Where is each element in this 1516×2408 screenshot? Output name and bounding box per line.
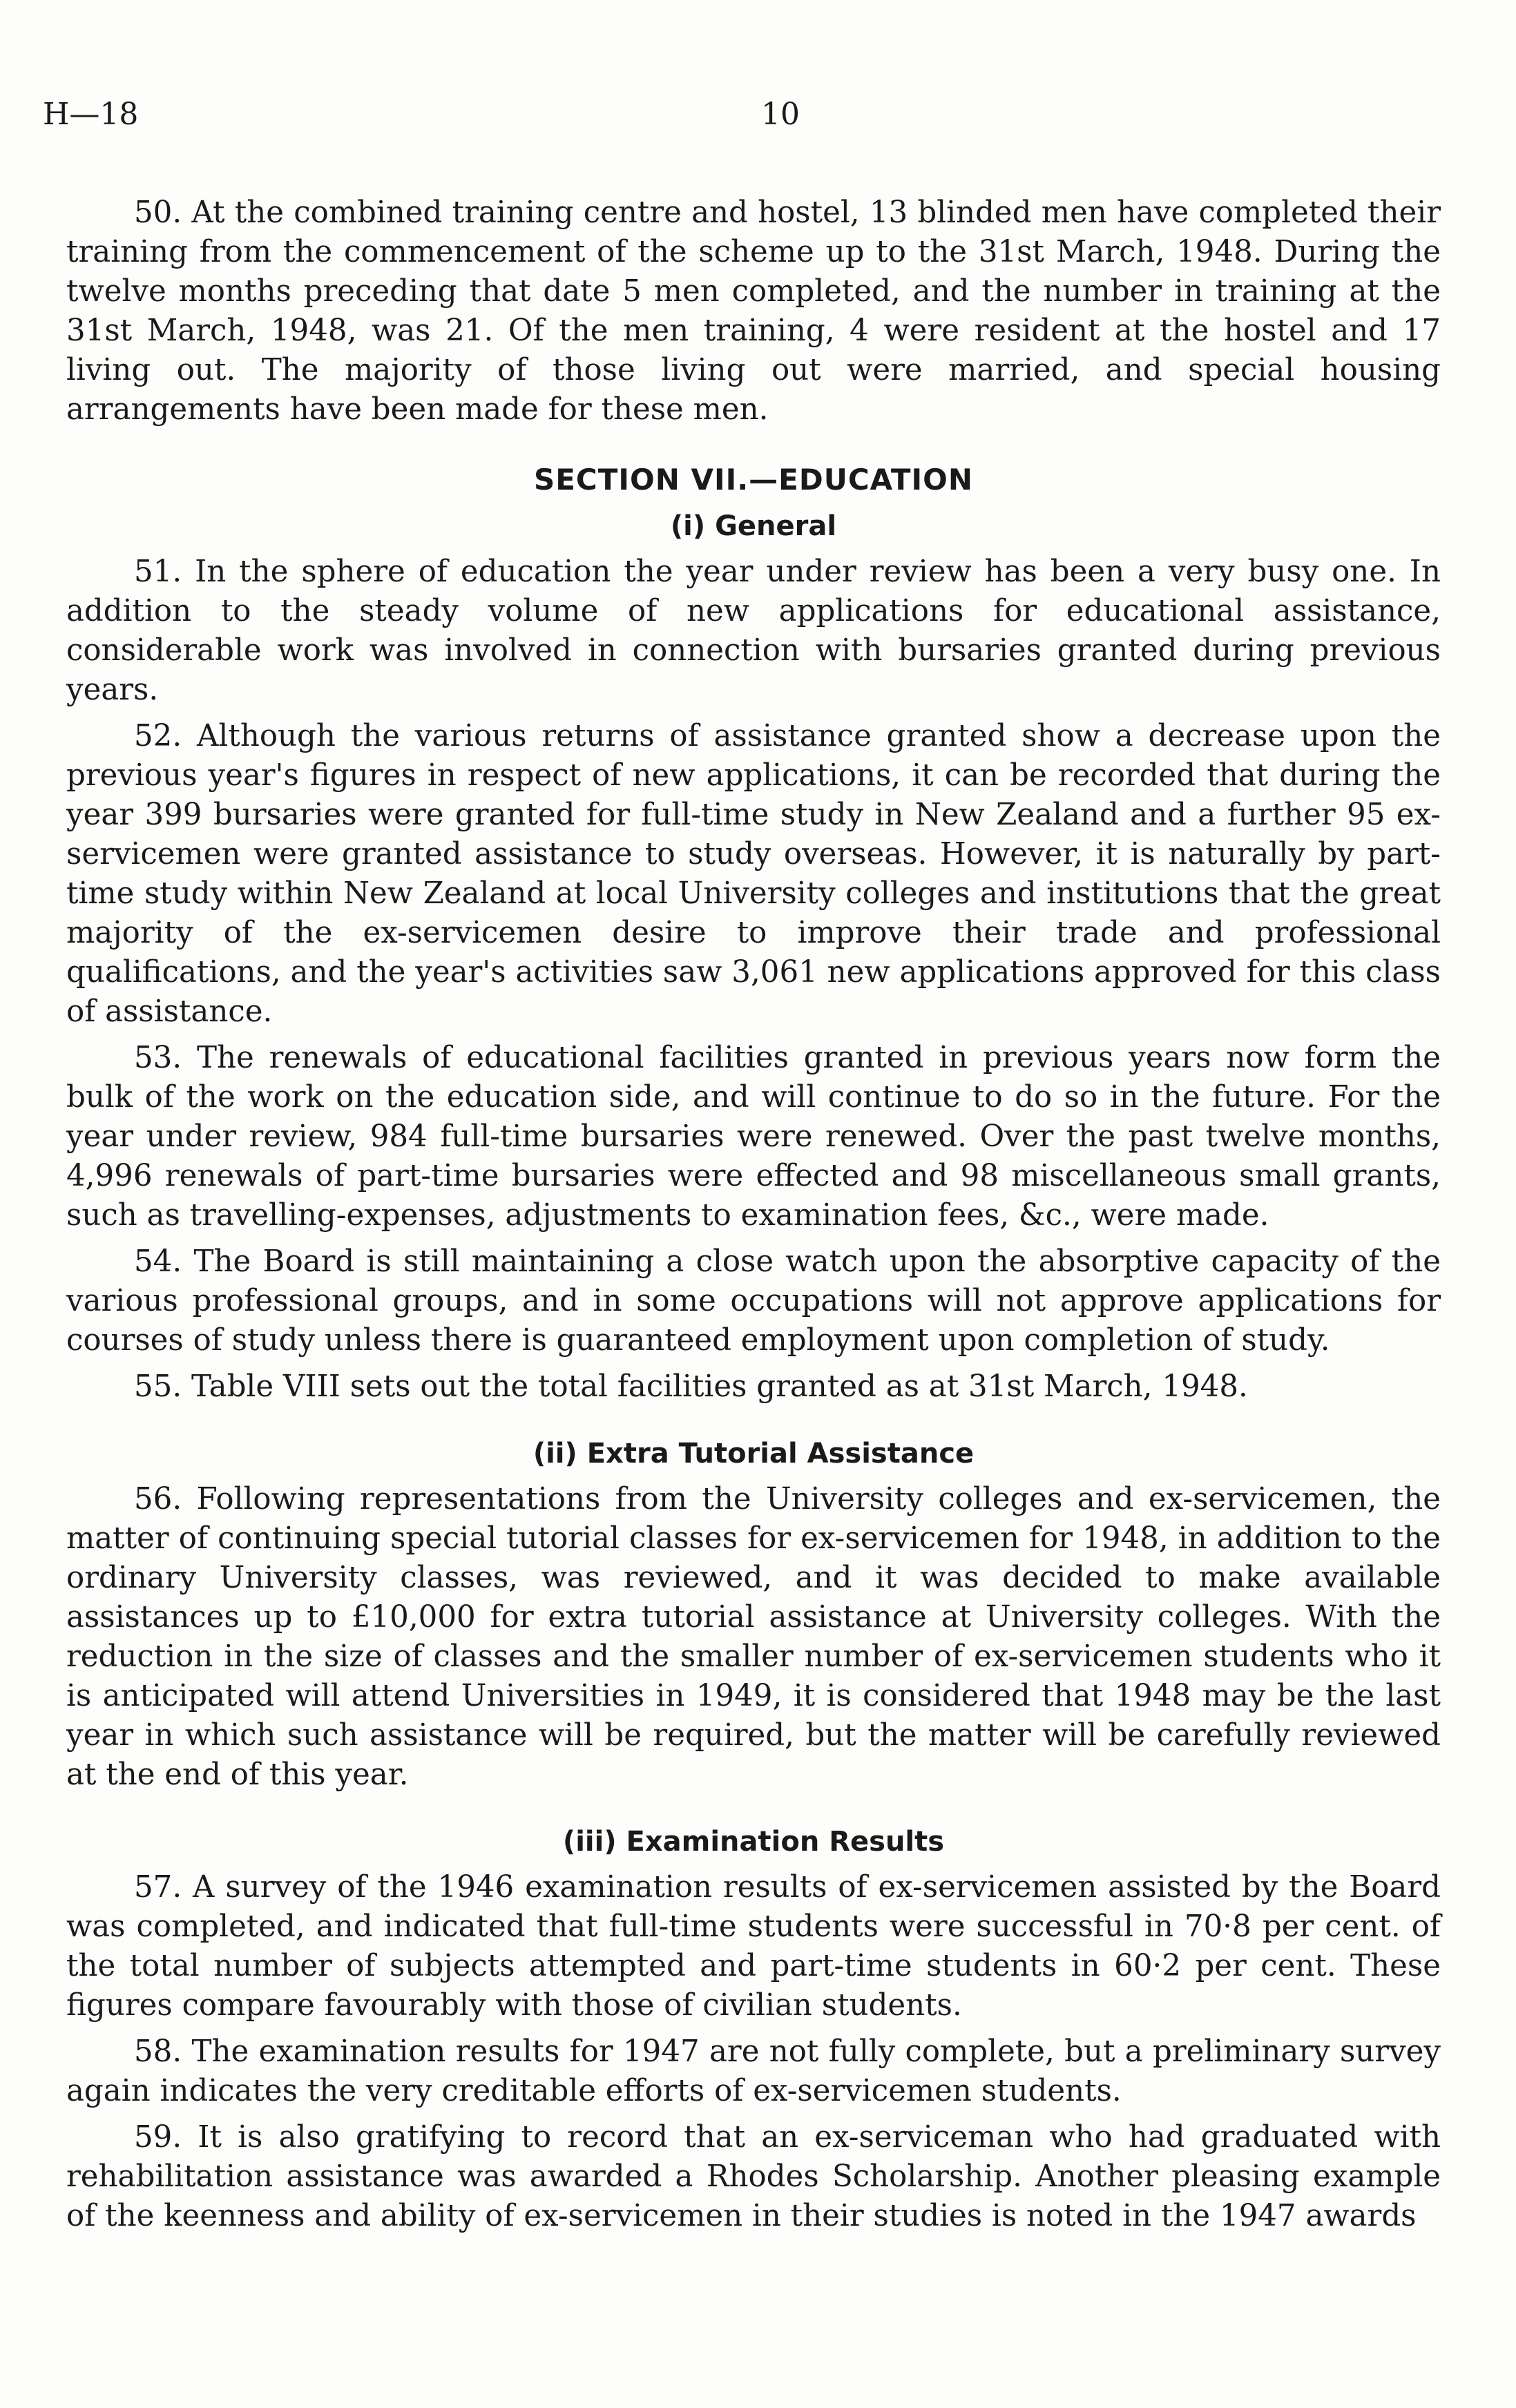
subheading-examination-results: (iii) Examination Results <box>562 1826 945 1858</box>
page-body <box>66 193 1441 2243</box>
paragraph-53: 53. The renewals of educational facilities granted in previous years now form the bulk of the work on the education side, and will continue to do so in the future. For the year under review, 984 full-time bursaries were renewed. Over the past twelve months, 4,996 renewals of part-time bursaries were effected and 98 miscellaneous small grants, such as travelling-expenses, adjustments to examination fees, &c., were made. <box>66 1041 1441 1233</box>
running-head <box>43 97 1424 145</box>
paragraph-55: 55. Table VIII sets out the total facilities granted as at 31st March, 1948. <box>134 1369 1248 1404</box>
paragraph-50: 50. At the combined training centre and hostel, 13 blinded men have completed their training from the commencement of the scheme up to the 31st March, 1948. During the twelve months preceding that date 5 men completed, and the number in training at the 31st March, 1948, was 21. Of the men training, 4 were resident at the hostel and 17 living out. The majority of those living out were married, and special housing arrangements have been made for these men. <box>66 195 1441 427</box>
paragraph-56: 56. Following representations from the University colleges and ex-servicemen, the matter of continuing special tutorial classes for ex-servicemen for 1948, in addition to the ordinary University classes, was reviewed, and it was decided to make available assistances up to £10,000 for extra tutorial assistance at University colleges. With the reduction in the size of classes and the smaller number of ex-servicemen students who it is anticipated will attend Universities in 1949, it is considered that 1948 may be the last year in which such assistance will be required, but the matter will be carefully reviewed at the end of this year. <box>66 1482 1441 1792</box>
paragraph-57: 57. A survey of the 1946 examination results of ex-servicemen assisted by the Board was completed, and indicated that full-time students were successful in 70·8 per cent. of the total number of subjects attempted and part-time students in 60·2 per cent. These figures compare favourably with those of civilian students. <box>66 1870 1441 2023</box>
paragraph-58: 58. The examination results for 1947 are not fully complete, but a preliminary survey again indicates the very creditable efforts of ex-servicemen students. <box>66 2034 1441 2108</box>
subheading-extra-tutorial: (ii) Extra Tutorial Assistance <box>532 1438 975 1470</box>
page-number: 10 <box>761 97 800 132</box>
subheading-general: (i) General <box>670 510 837 542</box>
paragraph-59: 59. It is also gratifying to record that an ex-serviceman who had graduated with rehabilitation assistance was awarded a Rhodes Scholarship. Another pleasing example of the keenness and ability of ex-servicemen in their studies is noted in the 1947 awards <box>66 2120 1441 2233</box>
section-heading: SECTION VII.—EDUCATION <box>533 463 974 497</box>
document-code: H—18 <box>43 97 139 132</box>
paragraph-54: 54. The Board is still maintaining a close watch upon the absorptive capacity of the various professional groups, and in some occupations will not approve applications for courses of study unless there is guaranteed employment upon completion of study. <box>66 1244 1441 1358</box>
paragraph-52: 52. Although the various returns of assistance granted show a decrease upon the previous year's figures in respect of new applications, it can be recorded that during the year 399 bursaries were granted for full-time study in New Zealand and a further 95 ex-servicemen were granted assistance to study overseas. However, it is naturally by part-time study within New Zealand at local University colleges and institutions that the great majority of the ex-servicemen desire to improve their trade and professional qualifications, and the year's activities saw 3,061 new applications approved for this class of assistance. <box>66 719 1441 1029</box>
paragraph-51: 51. In the sphere of education the year under review has been a very busy one. In addition to the steady volume of new applications for educational assistance, considerable work was involved in connection with bursaries granted during previous years. <box>66 555 1441 707</box>
